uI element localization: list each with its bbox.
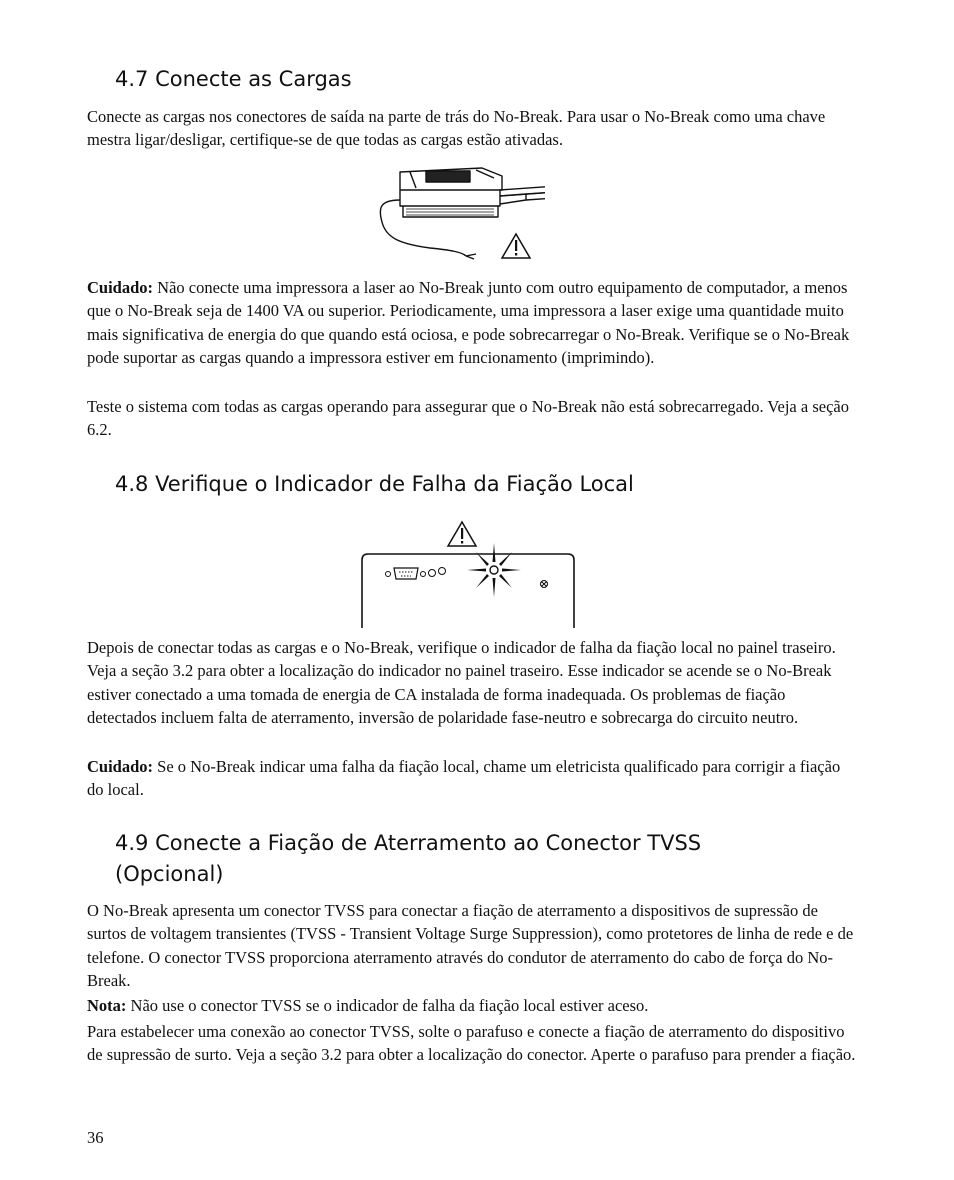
section-4-8-heading: 4.8 Verifique o Indicador de Falha da Fiação Local xyxy=(115,472,634,496)
section-4-9-body: O No-Break apresenta um conector TVSS para conectar a fiação de aterramento a dispositivos de supressão de surtos de voltagem transientes (TVSS - Transient Voltage Surge Suppression), como protetores de linha de rede e de telefone. O conector TVSS proporciona aterramento através do condutor de aterramento do cabo de força do No-Break. xyxy=(87,901,854,990)
section-4-8-body: Depois de conectar todas as cargas e o No-Break, verifique o indicador de falha da fiação local no painel traseiro. Veja a seção 3.2 para obter a localização do indicador no painel traseiro. Esse indicador se acende se o No-Break estiver conectado a uma tomada de energia de CA instalada de forma inadequada. Os problemas de fiação detectados incluem falta de aterramento, inversão de polaridade fase-neutro e sobrecarga do circuito neutro. xyxy=(87,638,836,727)
caution-text: Não conecte uma impressora a laser ao No-Break junto com outro equipamento de computador, a menos que o No-Break seja de 1400 VA ou superior. Periodicamente, uma impressora a laser exige uma quantidade muito mais significativa de energia do que quando está ociosa, e pode sobrecarregar o No-Break. Verifique se o No-Break pode suportar as cargas quando a impressora estiver em funcionamento (imprimindo). xyxy=(87,278,850,367)
section-4-9-connect: Para estabelecer uma conexão ao conector TVSS, solte o parafuso e conecte a fiação de aterramento do dispositivo de supressão de surto. Veja a seção 3.2 para obter a localização do conector. Aperte o parafuso para prender a fiação. xyxy=(87,1022,856,1065)
ups-rear-panel-icon xyxy=(358,518,580,628)
section-4-7-test: Teste o sistema com todas as cargas operando para assegurar que o No-Break não está sobrecarregado. Veja a seção 6.2. xyxy=(87,397,849,440)
section-4-7-intro: Conecte as cargas nos conectores de saída na parte de trás do No-Break. Para usar o No-Break como uma chave mestra ligar/desligar, certifique-se de que todas as cargas estão ativadas. xyxy=(87,107,826,150)
note-label: Nota: xyxy=(87,996,127,1015)
section-4-9-heading xyxy=(115,828,701,890)
section-4-9-heading-line1: 4.9 Conecte a Fiação de Aterramento ao Conector TVSS xyxy=(115,831,702,855)
page-number: 36 xyxy=(87,1128,104,1147)
caution-label: Cuidado: xyxy=(87,278,154,297)
note-text: Não use o conector TVSS se o indicador de falha da fiação local estiver aceso. xyxy=(126,996,649,1015)
section-4-8-caution xyxy=(87,755,857,802)
warning-triangle-icon xyxy=(448,522,476,546)
section-4-7-caution xyxy=(87,276,857,369)
section-4-9-note xyxy=(87,994,857,1017)
caution-label: Cuidado: xyxy=(87,757,154,776)
section-4-7-heading: 4.7 Conecte as Cargas xyxy=(115,67,352,91)
caution-text: Se o No-Break indicar uma falha da fiação local, chame um eletricista qualificado para corrigir a fiação do local. xyxy=(87,757,841,800)
laser-printer-icon xyxy=(370,160,545,265)
warning-triangle-icon xyxy=(502,234,530,258)
section-4-9-heading-line2: (Opcional) xyxy=(115,862,224,886)
